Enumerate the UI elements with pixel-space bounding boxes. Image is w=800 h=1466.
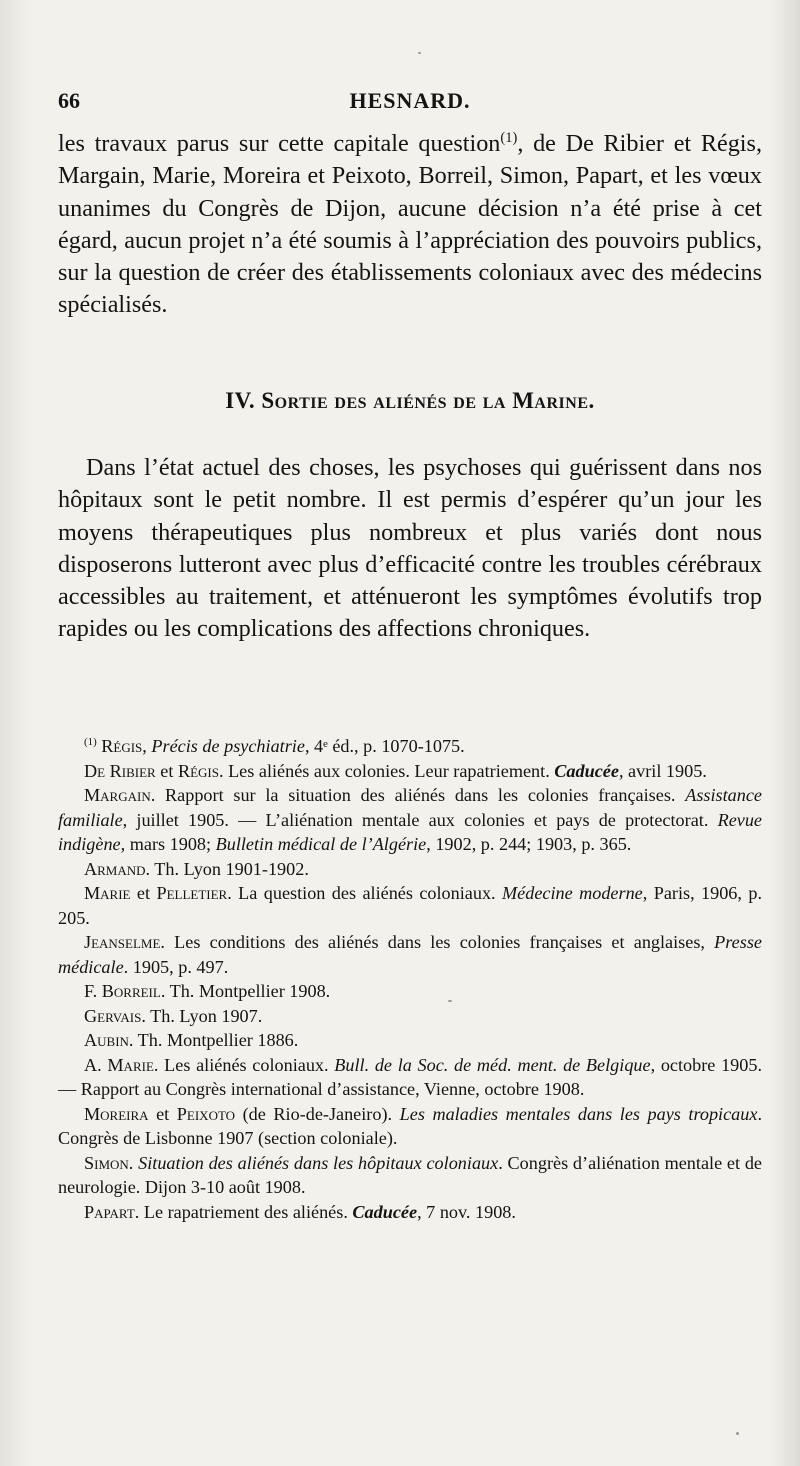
note-journal: Caducée — [554, 760, 619, 781]
section-number: IV. — [225, 388, 256, 413]
note-journal: Bull. de la Soc. de méd. ment. de Belgique — [334, 1054, 651, 1075]
note-rest: . Th. Lyon 1907. — [141, 1005, 263, 1026]
paragraph-1 — [58, 128, 762, 322]
note-author: Moreira — [84, 1103, 149, 1124]
note-rest: . Th. Montpellier 1908. — [160, 981, 331, 1001]
note-rest: , avril 1905. — [618, 760, 707, 781]
note-text: (de Rio-de-Janeiro). — [235, 1103, 400, 1124]
paper-speck — [418, 52, 421, 54]
paper-speck — [736, 1432, 739, 1435]
note-journal-2: Revue indigène — [58, 809, 762, 854]
note-title: Précis de psychiatrie — [151, 736, 305, 756]
note-journal: Assistance familiale — [58, 785, 762, 830]
paragraph-1-start: les travaux parus sur cette capitale question — [58, 130, 501, 157]
note-author: F. Borreil — [84, 981, 161, 1001]
note-rest: , 1902, p. 244; 1903, p. 365. — [426, 834, 632, 854]
footnote-marker: (1) — [84, 735, 97, 748]
note-text-3: , mars 1908; — [120, 834, 216, 854]
section-title: Sortie des aliénés de la Marine. — [261, 388, 595, 413]
note-conj: et — [148, 1103, 177, 1124]
footnote-1: $^{(1)}$ Régis, Précis de psychiatrie, 4ᵉ éd., p. 1070-1075. — [84, 735, 465, 756]
section-heading — [58, 388, 762, 414]
note-rest: . Congrès d’aliénation mentale et de neurologie. Dijon 3-10 août 1908. — [58, 1152, 763, 1197]
note-author: Simon — [84, 1152, 129, 1173]
note-text: . Les aliénés coloniaux. — [153, 1054, 335, 1075]
note-rest: . Congrès de Lisbonne 1907 (section coloniale). — [58, 1103, 762, 1148]
note-journal: Caducée — [352, 1201, 418, 1222]
paragraph-2: Dans l’état actuel des choses, les psychoses qui guérissent dans nos hôpitaux sont le petit nombre. Il est permis d’espérer qu’un jour les moyens thérapeutiques plus nombreux et plus variés dont nous disposerons lutteront avec plus d’efficacité contre les troubles cérébraux accessibles au traitement, et atténueront les symptômes évolutifs trop rapides ou les complications des affections chroniques. — [58, 454, 762, 643]
page-header — [58, 88, 762, 118]
note-author: Margain — [84, 785, 151, 805]
note-author-2: Régis — [177, 760, 219, 781]
note-rest: , octobre 1905. — Rapport au Congrès international d’assistance, Vienne, octobre 1908. — [58, 1054, 762, 1099]
note-author: Armand — [84, 858, 146, 879]
footnote-13 — [58, 1200, 762, 1225]
note-text: . Les conditions des aliénés dans les colonies françaises et anglaises, — [160, 932, 715, 952]
note-rest: , Paris, 1906, p. 205. — [58, 883, 762, 928]
footnote-9 — [58, 1028, 762, 1053]
note-author: Aubin — [84, 1030, 129, 1050]
note-author: De Ribier — [84, 760, 156, 781]
note-author: Marie — [84, 883, 131, 903]
footnote-4 — [58, 857, 762, 882]
footnote-10 — [58, 1053, 762, 1102]
note-journal: Médecine moderne — [502, 883, 643, 903]
note-journal: Presse médicale — [58, 932, 762, 977]
note-rest: , 4ᵉ éd., p. 1070-1075. — [304, 736, 465, 756]
note-rest: , 7 nov. 1908. — [417, 1201, 516, 1222]
note-text: . Les aliénés aux colonies. Leur rapatriement. — [218, 760, 555, 781]
footnotes — [58, 734, 762, 1224]
footnote-ref-1[interactable]: (1) — [500, 129, 518, 146]
note-text: . La question des aliénés coloniaux. — [227, 883, 503, 903]
note-rest: . Th. Lyon 1901-1902. — [145, 858, 309, 879]
note-conj: et — [130, 883, 157, 903]
footnote-12 — [58, 1151, 762, 1200]
note-author: Papart — [84, 1201, 135, 1222]
running-title: HESNARD. — [349, 88, 471, 113]
note-text: . — [128, 1152, 139, 1173]
note-text: . Le rapatriement des aliénés. — [134, 1201, 353, 1222]
footnote-11 — [58, 1102, 762, 1151]
footnote-2 — [58, 759, 762, 784]
paragraph-1-rest: , de De Ribier et Régis, Margain, Marie, Moreira et Peixoto, Borreil, Simon, Papart, et les vœux unanimes du Congrès de Dijon, aucune décision n’a été prise à cet égard, aucun projet n’a été soumis à l’appréciation des pouvoirs publics, sur la question de créer des établissements coloniaux avec des médecins spécialisés. — [58, 130, 762, 319]
footnote-3 — [58, 783, 762, 857]
note-text: . Rapport sur la situation des aliénés dans les colonies françaises. — [150, 785, 686, 805]
page-number: 66 — [58, 88, 80, 113]
footnote-7 — [58, 979, 762, 1004]
note-author: Jeanselme — [84, 932, 161, 952]
paper-speck — [448, 1000, 452, 1002]
note-rest: . 1905, p. 497. — [123, 956, 229, 977]
note-author: A. Marie — [84, 1054, 154, 1075]
footnote-5 — [58, 881, 762, 930]
footnote-6 — [58, 930, 762, 979]
footnote-8 — [58, 1004, 762, 1029]
note-journal-3: Bulletin médical de l’Algérie — [215, 834, 427, 854]
note-journal: Les maladies mentales dans les pays tropicaux — [399, 1103, 758, 1124]
note-author: Régis — [101, 736, 143, 756]
note-conj: et — [155, 760, 178, 781]
note-author-2: Pelletier — [156, 883, 228, 903]
note-author-2: Peixoto — [176, 1103, 236, 1124]
note-author: Gervais — [84, 1005, 142, 1026]
note-rest: . Th. Montpellier 1886. — [128, 1030, 299, 1050]
note-journal: Situation des aliénés dans les hôpitaux coloniaux — [138, 1152, 499, 1173]
note-text-2: , juillet 1905. — L’aliénation mentale aux colonies et pays de protectorat. — [122, 809, 718, 830]
